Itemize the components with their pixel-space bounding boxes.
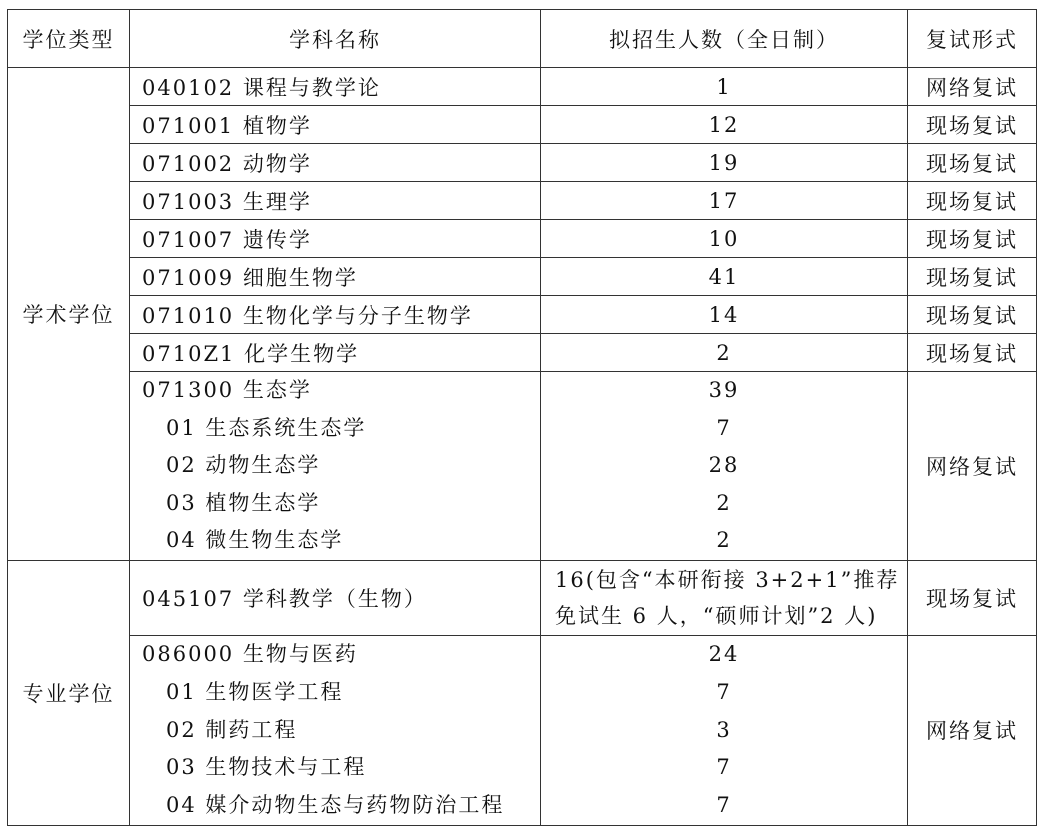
degree-type-professional: 专业学位 <box>8 560 130 825</box>
subject-name: 071002 动物学 <box>130 144 541 182</box>
subject-group <box>130 635 541 825</box>
table-row <box>8 182 1037 220</box>
retest-format: 现场复试 <box>908 182 1037 220</box>
enrollment-count: 2 <box>541 334 908 372</box>
enrollment-note-line2: 免试生 6 人，“硕师计划”2 人) <box>555 603 878 628</box>
table-row <box>8 258 1037 296</box>
enrollment-group <box>541 635 908 825</box>
header-planned-enrollment: 拟招生人数（全日制） <box>541 10 908 68</box>
header-subject-name: 学科名称 <box>130 10 541 68</box>
enrollment-count: 7 <box>716 679 732 704</box>
enrollment-count: 3 <box>716 717 732 742</box>
retest-format: 现场复试 <box>908 220 1037 258</box>
enrollment-count: 19 <box>541 144 908 182</box>
retest-format: 现场复试 <box>908 334 1037 372</box>
enrollment-note-line1: 16(包含“本研衔接 3+2+1”推荐 <box>555 567 900 592</box>
enrollment-count: 41 <box>541 258 908 296</box>
subject-name: 0710Z1 化学生物学 <box>130 334 541 372</box>
sub-direction-name: 04 微生物生态学 <box>166 528 344 553</box>
table-row <box>8 68 1037 106</box>
subject-name: 071001 植物学 <box>130 106 541 144</box>
enrollment-count: 1 <box>541 68 908 106</box>
header-retest-format: 复试形式 <box>908 10 1037 68</box>
admissions-table <box>7 9 1037 826</box>
enrollment-count: 2 <box>716 528 732 553</box>
enrollment-count: 28 <box>708 453 740 478</box>
enrollment-count: 12 <box>541 106 908 144</box>
sub-direction-name: 01 生物医学工程 <box>166 679 344 704</box>
enrollment-count: 7 <box>716 415 732 440</box>
retest-format: 网络复试 <box>908 372 1037 561</box>
retest-format: 现场复试 <box>908 106 1037 144</box>
table-row <box>8 560 1037 635</box>
enrollment-count: 7 <box>716 793 732 818</box>
table-row <box>8 296 1037 334</box>
retest-format: 现场复试 <box>908 296 1037 334</box>
table-row <box>8 220 1037 258</box>
table-row <box>8 106 1037 144</box>
enrollment-count: 39 <box>708 378 740 402</box>
table-row-ecology <box>8 372 1037 561</box>
subject-name: 086000 生物与医药 <box>142 641 358 666</box>
enrollment-group <box>541 372 908 561</box>
header-degree-type: 学位类型 <box>8 10 130 68</box>
table-row <box>8 334 1037 372</box>
header-row <box>8 10 1037 68</box>
retest-format: 现场复试 <box>908 258 1037 296</box>
subject-name: 071007 遗传学 <box>130 220 541 258</box>
sub-direction-name: 03 生物技术与工程 <box>166 755 367 780</box>
enrollment-count: 14 <box>541 296 908 334</box>
enrollment-count: 17 <box>541 182 908 220</box>
retest-format: 现场复试 <box>908 560 1037 635</box>
retest-format: 网络复试 <box>908 68 1037 106</box>
subject-name: 045107 学科教学（生物） <box>130 560 541 635</box>
enrollment-count: 2 <box>716 490 732 515</box>
subject-group <box>130 372 541 561</box>
subject-name: 071003 生理学 <box>130 182 541 220</box>
subject-name: 071300 生态学 <box>142 378 312 402</box>
sub-direction-name: 03 植物生态学 <box>166 490 321 515</box>
degree-type-academic: 学术学位 <box>8 68 130 561</box>
enrollment-count: 24 <box>708 641 740 666</box>
table-row-biomed <box>8 635 1037 825</box>
table-row <box>8 144 1037 182</box>
sub-direction-name: 02 动物生态学 <box>166 453 321 478</box>
subject-name: 071010 生物化学与分子生物学 <box>130 296 541 334</box>
retest-format: 网络复试 <box>908 635 1037 825</box>
subject-name: 071009 细胞生物学 <box>130 258 541 296</box>
enrollment-count: 10 <box>541 220 908 258</box>
enrollment-note <box>541 560 908 635</box>
sub-direction-name: 01 生态系统生态学 <box>166 415 367 440</box>
subject-name: 040102 课程与教学论 <box>130 68 541 106</box>
enrollment-count: 7 <box>716 755 732 780</box>
sub-direction-name: 02 制药工程 <box>166 717 298 742</box>
sub-direction-name: 04 媒介动物生态与药物防治工程 <box>166 793 505 818</box>
retest-format: 现场复试 <box>908 144 1037 182</box>
